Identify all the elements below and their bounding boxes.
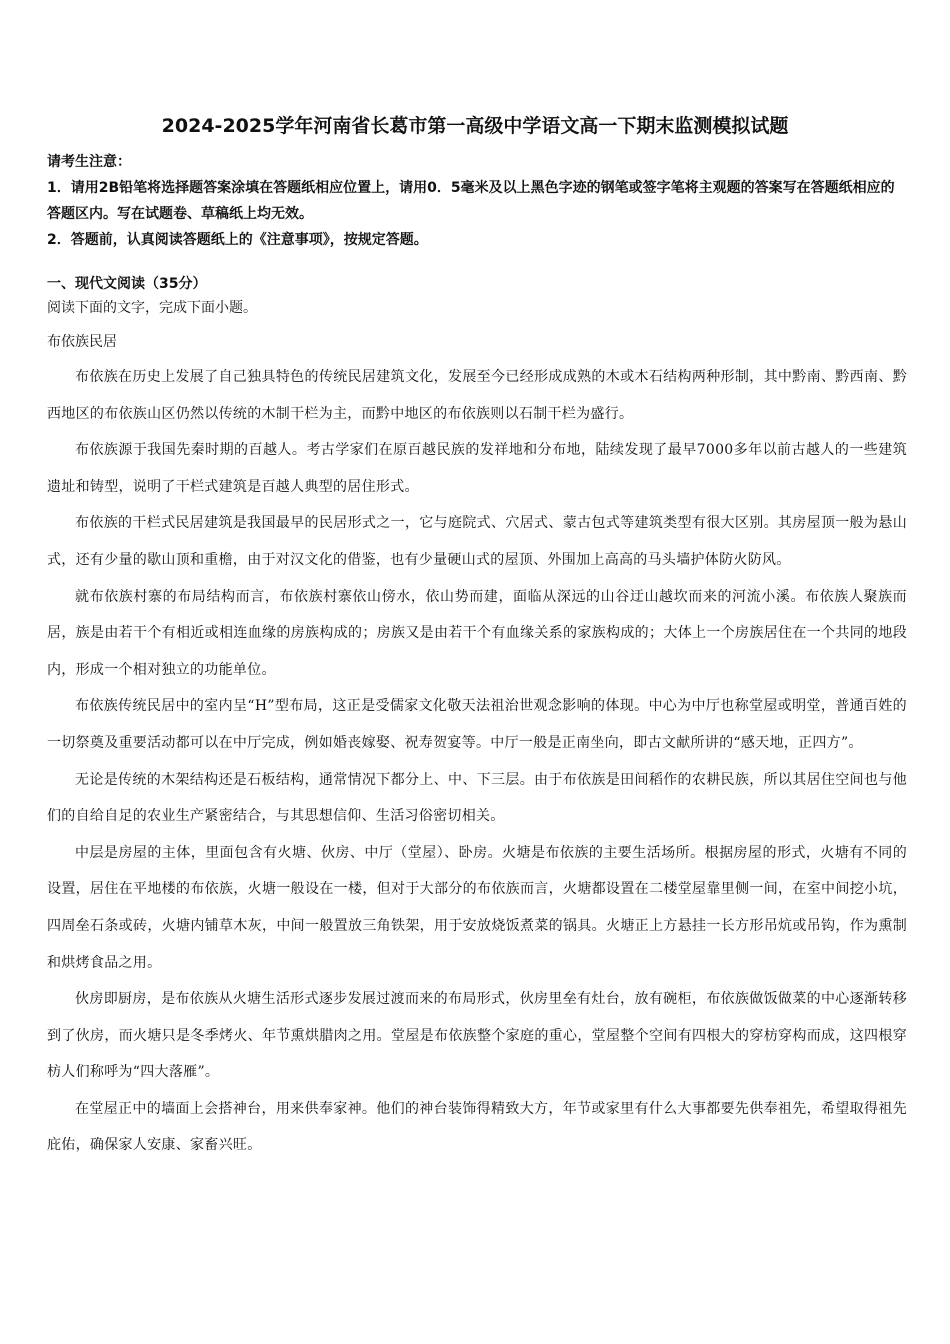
article-paragraph: 无论是传统的木架结构还是石板结构，通常情况下都分上、中、下三层。由于布依族是田间稻作的农耕民族，所以其居住空间也与他们的自给自足的农业生产紧密结合，与其思想信仰、生活习俗密切相关。	[47, 771, 907, 825]
notice-heading: 请考生注意：	[47, 154, 131, 170]
article-paragraph: 在堂屋正中的墙面上会搭神台，用来供奉家神。他们的神台装饰得精致大方，年节或家里有什么大事都要先供奉祖先，希望取得祖先庇佑，确保家人安康、家畜兴旺。	[47, 1100, 907, 1154]
article-title: 布依族民居	[47, 334, 117, 350]
notice-item-1: 1．请用2B铅笔将选择题答案涂填在答题纸相应位置上，请用0．5毫米及以上黑色字迹的钢笔或签字笔将主观题的答案写在答题纸相应的答题区内。写在试题卷、草稿纸上均无效。	[47, 180, 895, 222]
article-paragraph: 伙房即厨房，是布依族从火塘生活形式逐步发展过渡而来的布局形式，伙房里垒有灶台，放有碗柜，布依族做饭做菜的中心逐渐转移到了伙房，而火塘只是冬季烤火、年节熏烘腊肉之用。堂屋是布依族整个家庭的重心，堂屋整个空间有四根大的穿枋穿构而成，这四根穿枋人们称呼为“四大落雁”。	[47, 991, 907, 1081]
article-paragraph: 中层是房屋的主体，里面包含有火塘、伙房、中厅（堂屋）、卧房。火塘是布依族的主要生活场所。根据房屋的形式，火塘有不同的设置，居住在平地楼的布依族，火塘一般设在一楼，但对于大部分的布依族而言，火塘都设置在二楼堂屋靠里侧一间，在室中间挖小坑，四周垒石条或砖，火塘内铺草木灰，中间一般置放三角铁架，用于安放烧饭煮菜的锅具。火塘正上方悬挂一长方形吊炕或吊钩，作为熏制和烘烤食品之用。	[47, 844, 907, 971]
notice-item-2: 2．答题前，认真阅读答题纸上的《注意事项》，按规定答题。	[47, 232, 428, 248]
exam-title: 2024-2025学年河南省长葛市第一高级中学语文高一下期末监测模拟试题	[161, 115, 789, 137]
candidate-notice	[47, 149, 907, 253]
section-instruction: 阅读下面的文字，完成下面小题。	[47, 300, 257, 316]
article-body	[47, 359, 907, 1164]
article-paragraph: 就布依族村寨的布局结构而言，布依族村寨依山傍水，依山势而建，面临从深远的山谷迂山越坎而来的河流小溪。布依族人聚族而居，族是由若干个有相近或相连血缘的房族构成的；房族又是由若干个有血缘关系的家族构成的；大体上一个房族居住在一个共同的地段内，形成一个相对独立的功能单位。	[47, 588, 907, 678]
article-paragraph: 布依族的干栏式民居建筑是我国最早的民居形式之一，它与庭院式、穴居式、蒙古包式等建筑类型有很大区别。其房屋顶一般为悬山式，还有少量的歇山顶和重檐，由于对汉文化的借鉴，也有少量硬山式的屋顶、外围加上高高的马头墙护体防火防风。	[47, 515, 907, 568]
article-paragraph: 布依族传统民居中的室内呈“H”型布局，这正是受儒家文化敬天法祖治世观念影响的体现。中心为中厅也称堂屋或明堂，普通百姓的一切祭奠及重要活动都可以在中厅完成，例如婚丧嫁娶、祝寿贺宴等。中厅一般是正南坐向，即古文献所讲的“感天地，正四方”。	[47, 698, 907, 751]
section-heading: 一、现代文阅读（35分）	[47, 276, 207, 292]
reading-section	[47, 272, 907, 1164]
article-paragraph: 布依族在历史上发展了自己独具特色的传统民居建筑文化，发展至今已经形成成熟的木或木石结构两种形制，其中黔南、黔西南、黔西地区的布依族山区仍然以传统的木制干栏为主，而黔中地区的布依族则以石制干栏为盛行。	[47, 369, 907, 422]
article-paragraph: 布依族源于我国先秦时期的百越人。考古学家们在原百越民族的发祥地和分布地，陆续发现了最早7000多年以前古越人的一些建筑遗址和铸型，说明了干栏式建筑是百越人典型的居住形式。	[47, 442, 907, 495]
